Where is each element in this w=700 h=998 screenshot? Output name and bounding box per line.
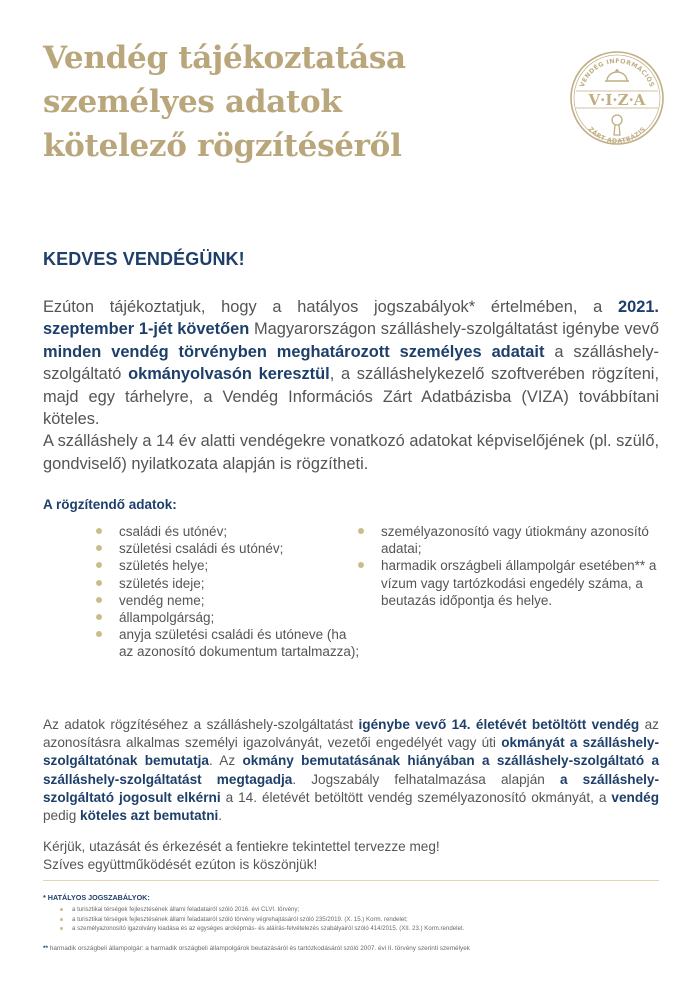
plain-text: . Jogszabály felhatalmazása alapján [292,771,560,787]
emphasis-text: a szálláshely-szolgáltató jogosult elkérni [43,771,659,805]
requirements-paragraph [43,716,659,825]
page-title [43,36,443,168]
list-item: születési családi és utónév; [96,540,361,557]
viza-logo [568,36,666,160]
footnote-item: a személyazonosító igazolvány kiadása és az egységes arcképmás- és aláírás-felvételezés szabályairól szóló 414/2015. (XII. 23.) Korm.rendelet. [60,924,464,934]
plain-text: . Az [208,753,243,769]
emphasis-text: vendég [611,789,659,805]
emphasis-text: minden vendég törvényben meghatározott személyes adatait [43,342,545,361]
data-list-title: A rögzítendő adatok: [43,497,177,512]
data-list-left [96,523,361,661]
intro-paragraph-2: A szálláshely a 14 év alatti vendégekre vonatkozó adatokat képviselőjének (pl. szülő, gondviselő) nyilatkozata alapján is rögzítheti. [43,432,659,473]
svg-text:VENDÉG INFORMÁCIÓS: VENDÉG INFORMÁCIÓS [578,57,656,89]
plain-text: Magyarországon szálláshely-szolgáltatást igénybe vevő [249,320,659,339]
footnote-second-text: harmadik országbeli állampolgár: a harmadik országbeli állampolgárok beutazásáról és tartózkodásáról szóló 2007. évi II. törvény szerinti személyek [47,945,470,952]
list-item: születés helye; [96,557,361,574]
greeting-heading: KEDVES VENDÉGÜNK! [43,249,245,269]
intro-text [43,296,659,475]
emphasis-text: 2021. szeptember 1-jét követően [43,298,659,339]
footnote-list [60,905,464,934]
viza-seal-icon [568,36,666,160]
list-item: személyazonosító vagy útiokmány azonosító adatai; [358,523,658,557]
list-item: családi és utónév; [96,523,361,540]
divider [43,880,659,881]
data-list-right [358,523,658,609]
plain-text: a szálláshely-szolgáltató [43,342,659,384]
emphasis-text: okmány bemutatásának hiányában a szálláshely-szolgáltató a szálláshely-szolgáltatást megtagadja [43,753,659,787]
plain-text: . [218,808,223,824]
closing-text [43,838,659,874]
title-line-1: Vendég tájékoztatása [43,40,406,76]
svg-text:ZÁRT ADATBÁZIS: ZÁRT ADATBÁZIS [586,125,648,146]
title-line-3: kötelező rögzítéséről [43,128,402,164]
footnote-title: * HATÁLYOS JOGSZABÁLYOK: [43,893,150,902]
plain-text: pedig [43,808,81,824]
closing-line-2: Szíves együttműködését ezúton is köszönjük! [43,857,318,873]
title-line-2: személyes adatok [43,84,342,120]
footnote-second [43,945,470,952]
closing-line-1: Kérjük, utazását és érkezését a fentiekre tekintettel tervezze meg! [43,839,440,854]
plain-text: a 14. életévét betöltött vendég személyazonosító okmányát, a [220,789,612,805]
intro-paragraph-1 [43,296,659,430]
list-item: harmadik országbeli állampolgár esetében** a vízum vagy tartózkodási engedély száma, a beutazás időpontja és helye. [358,557,658,609]
plain-text: Ezúton tájékoztatjuk, hogy a hatályos jogszabályok* értelmében, a [43,298,618,316]
emphasis-text: okmányolvasón keresztül [128,365,330,384]
svg-text:V·I·Z·A: V·I·Z·A [588,91,646,109]
plain-text: Az adatok rögzítéséhez a szálláshely-szolgáltatást [43,717,359,732]
footnote-marker: ** [43,945,48,952]
emphasis-text: igénybe vevő 14. életévét betöltött vendég [358,717,640,732]
list-item: születés ideje; [96,575,361,592]
list-item: anyja születési családi és utóneve (ha az azonosító dokumentum tartalmazza); [96,626,361,660]
plain-text: az azonosításra alkalmas személyi igazolványát, vezetői engedélyét vagy úti [43,717,659,751]
footnote-item: a turisztikai térségek fejlesztésének állami feladatairól szóló törvény végrehajtásáról szóló 235/2019. (X. 15.) Korm. rendelet; [60,915,464,925]
emphasis-text: okmányát a szálláshely-szolgáltatónak bemutatja [43,735,659,769]
footnote-item: a turisztikai térségek fejlesztésének állami feladatairól szóló 2016. évi CLVI. törvény; [60,905,464,915]
list-item: állampolgárság; [96,609,361,626]
plain-text: , a szálláshelykezelő szoftverében rögzíteni, majd egy tárhelyre, a Vendég Információs Zárt Adatbázisba (VIZA) továbbítani köteles. [43,365,659,429]
emphasis-text: köteles azt bemutatni [80,808,219,824]
list-item: vendég neme; [96,592,361,609]
